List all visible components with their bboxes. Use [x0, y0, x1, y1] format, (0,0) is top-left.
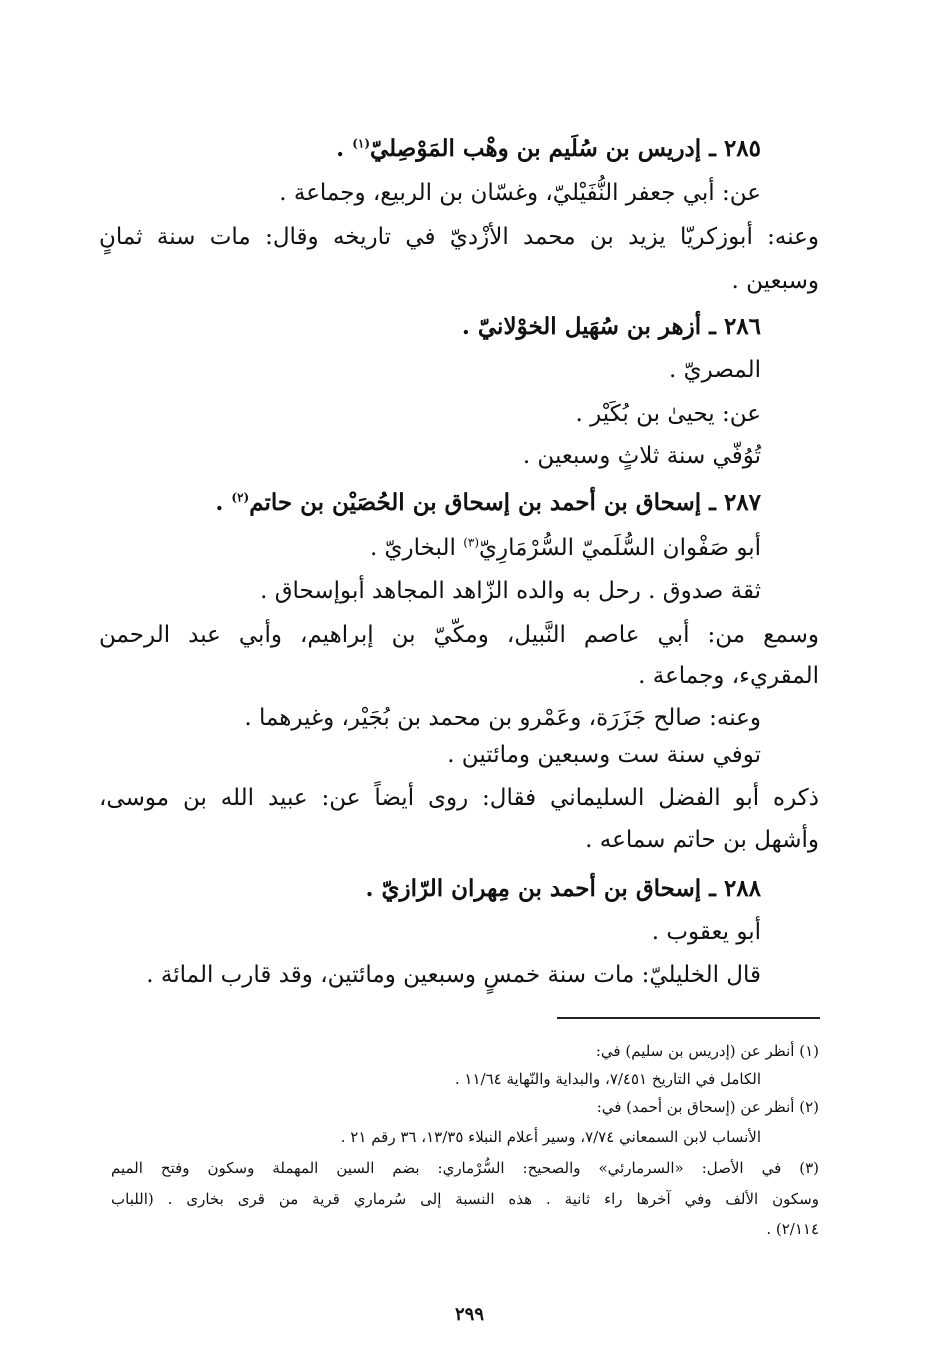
footnote-mark-3[interactable]: (٣) — [463, 535, 480, 550]
footnote-mark-1[interactable]: (١) — [352, 136, 371, 151]
entry-285-line: وعنه: أبوزكريّا يزيد بن محمد الأزْديّ في تاريخه وقال: مات سنة ثمانٍ — [99, 224, 819, 250]
entry-288-line: أبو يعقوب . — [651, 919, 761, 945]
entry-285-line: وسبعين . — [731, 268, 819, 294]
entry-285-line: عن: أبي جعفر النُّفَيْليّ، وغسّان بن الربيع، وجماعة . — [279, 180, 761, 206]
entry-286-line: عن: يحيىٰ بن بُكَيْر . — [575, 401, 761, 427]
entry-287-heading-text: ٢٨٧ ـ إسحاق بن أحمد بن إسحاق بن الحُصَيْن بن حاتم — [249, 489, 761, 516]
entry-287-heading-end: . — [215, 489, 232, 516]
entry-288-heading: ٢٨٨ ـ إسحاق بن أحمد بن مِهران الرّازيّ . — [365, 875, 761, 902]
entry-287-line: وأشهل بن حاتم سماعه . — [585, 827, 819, 853]
footnote-separator — [557, 1017, 820, 1019]
entry-286-line: تُوُفّي سنة ثلاثٍ وسبعين . — [522, 443, 761, 469]
footnote-line: ٢/١١٤) . — [766, 1220, 819, 1238]
entry-287-line: ذكره أبو الفضل السليماني فقال: روى أيضاً عن: عبيد الله بن موسى، — [99, 785, 819, 811]
entry-285-heading — [336, 134, 761, 164]
entry-287-line: ثقة صدوق . رحل به والده الزّاهد المجاهد أبوإسحاق . — [260, 578, 761, 604]
entry-285-heading-text: ٢٨٥ ـ إدريس بن سُلَيم بن وهْب المَوْصِليّ — [370, 135, 761, 162]
footnote-line: (٢) أنظر عن (إسحاق بن أحمد) في: — [596, 1098, 819, 1116]
footnote-line: وسكون الألف وفي آخرها راء ثانية . هذه النسبة إلى سُرماري قرية من قرى بخارى . (اللباب — [111, 1190, 819, 1208]
entry-287-line: وسمع من: أبي عاصم النَّبيل، ومكّيّ بن إبراهيم، وأبي عبد الرحمن — [99, 622, 819, 648]
page-number: ٢٩٩ — [454, 1304, 484, 1325]
entry-287-line: وعنه: صالح جَزَرَة، وعَمْرو بن محمد بن بُجَيْر، وغيرهما . — [244, 705, 761, 731]
entry-287-line: المقريء، وجماعة . — [638, 663, 819, 689]
entry-287-nisba-text: أبو صَفْوان السُّلَميّ السُّرْمَارِيّ — [479, 535, 761, 561]
footnote-line: (٣) في الأصل: «السرمارئي» والصحيح: السُّرْماري: بضم السين المهملة وسكون وفتح الميم — [111, 1159, 819, 1177]
footnote-line: الكامل في التاريخ ٧/٤٥١، والبداية والنّهاية ١١/٦٤ . — [454, 1070, 761, 1088]
entry-287-nisba-end: البخاريّ . — [369, 535, 464, 561]
entry-286-line: المصريّ . — [669, 357, 761, 383]
footnote-mark-2[interactable]: (٢) — [231, 490, 250, 505]
entry-286-heading: ٢٨٦ ـ أزهر بن سُهَيل الخوْلانيّ . — [461, 313, 761, 340]
entry-287-nisba-line — [370, 533, 761, 563]
entry-288-line: قال الخليليّ: مات سنة خمسٍ وسبعين ومائتين، وقد قارب المائة . — [146, 962, 761, 988]
entry-287-heading — [215, 488, 761, 518]
entry-285-heading-end: . — [336, 135, 353, 162]
footnote-line: الأنساب لابن السمعاني ٧/٧٤، وسير أعلام النبلاء ١٣/٣٥، ٣٦ رقم ٢١ . — [340, 1128, 761, 1146]
entry-287-line: توفي سنة ست وسبعين ومائتين . — [447, 742, 761, 768]
footnote-line: (١) أنظر عن (إدريس بن سليم) في: — [595, 1042, 819, 1060]
